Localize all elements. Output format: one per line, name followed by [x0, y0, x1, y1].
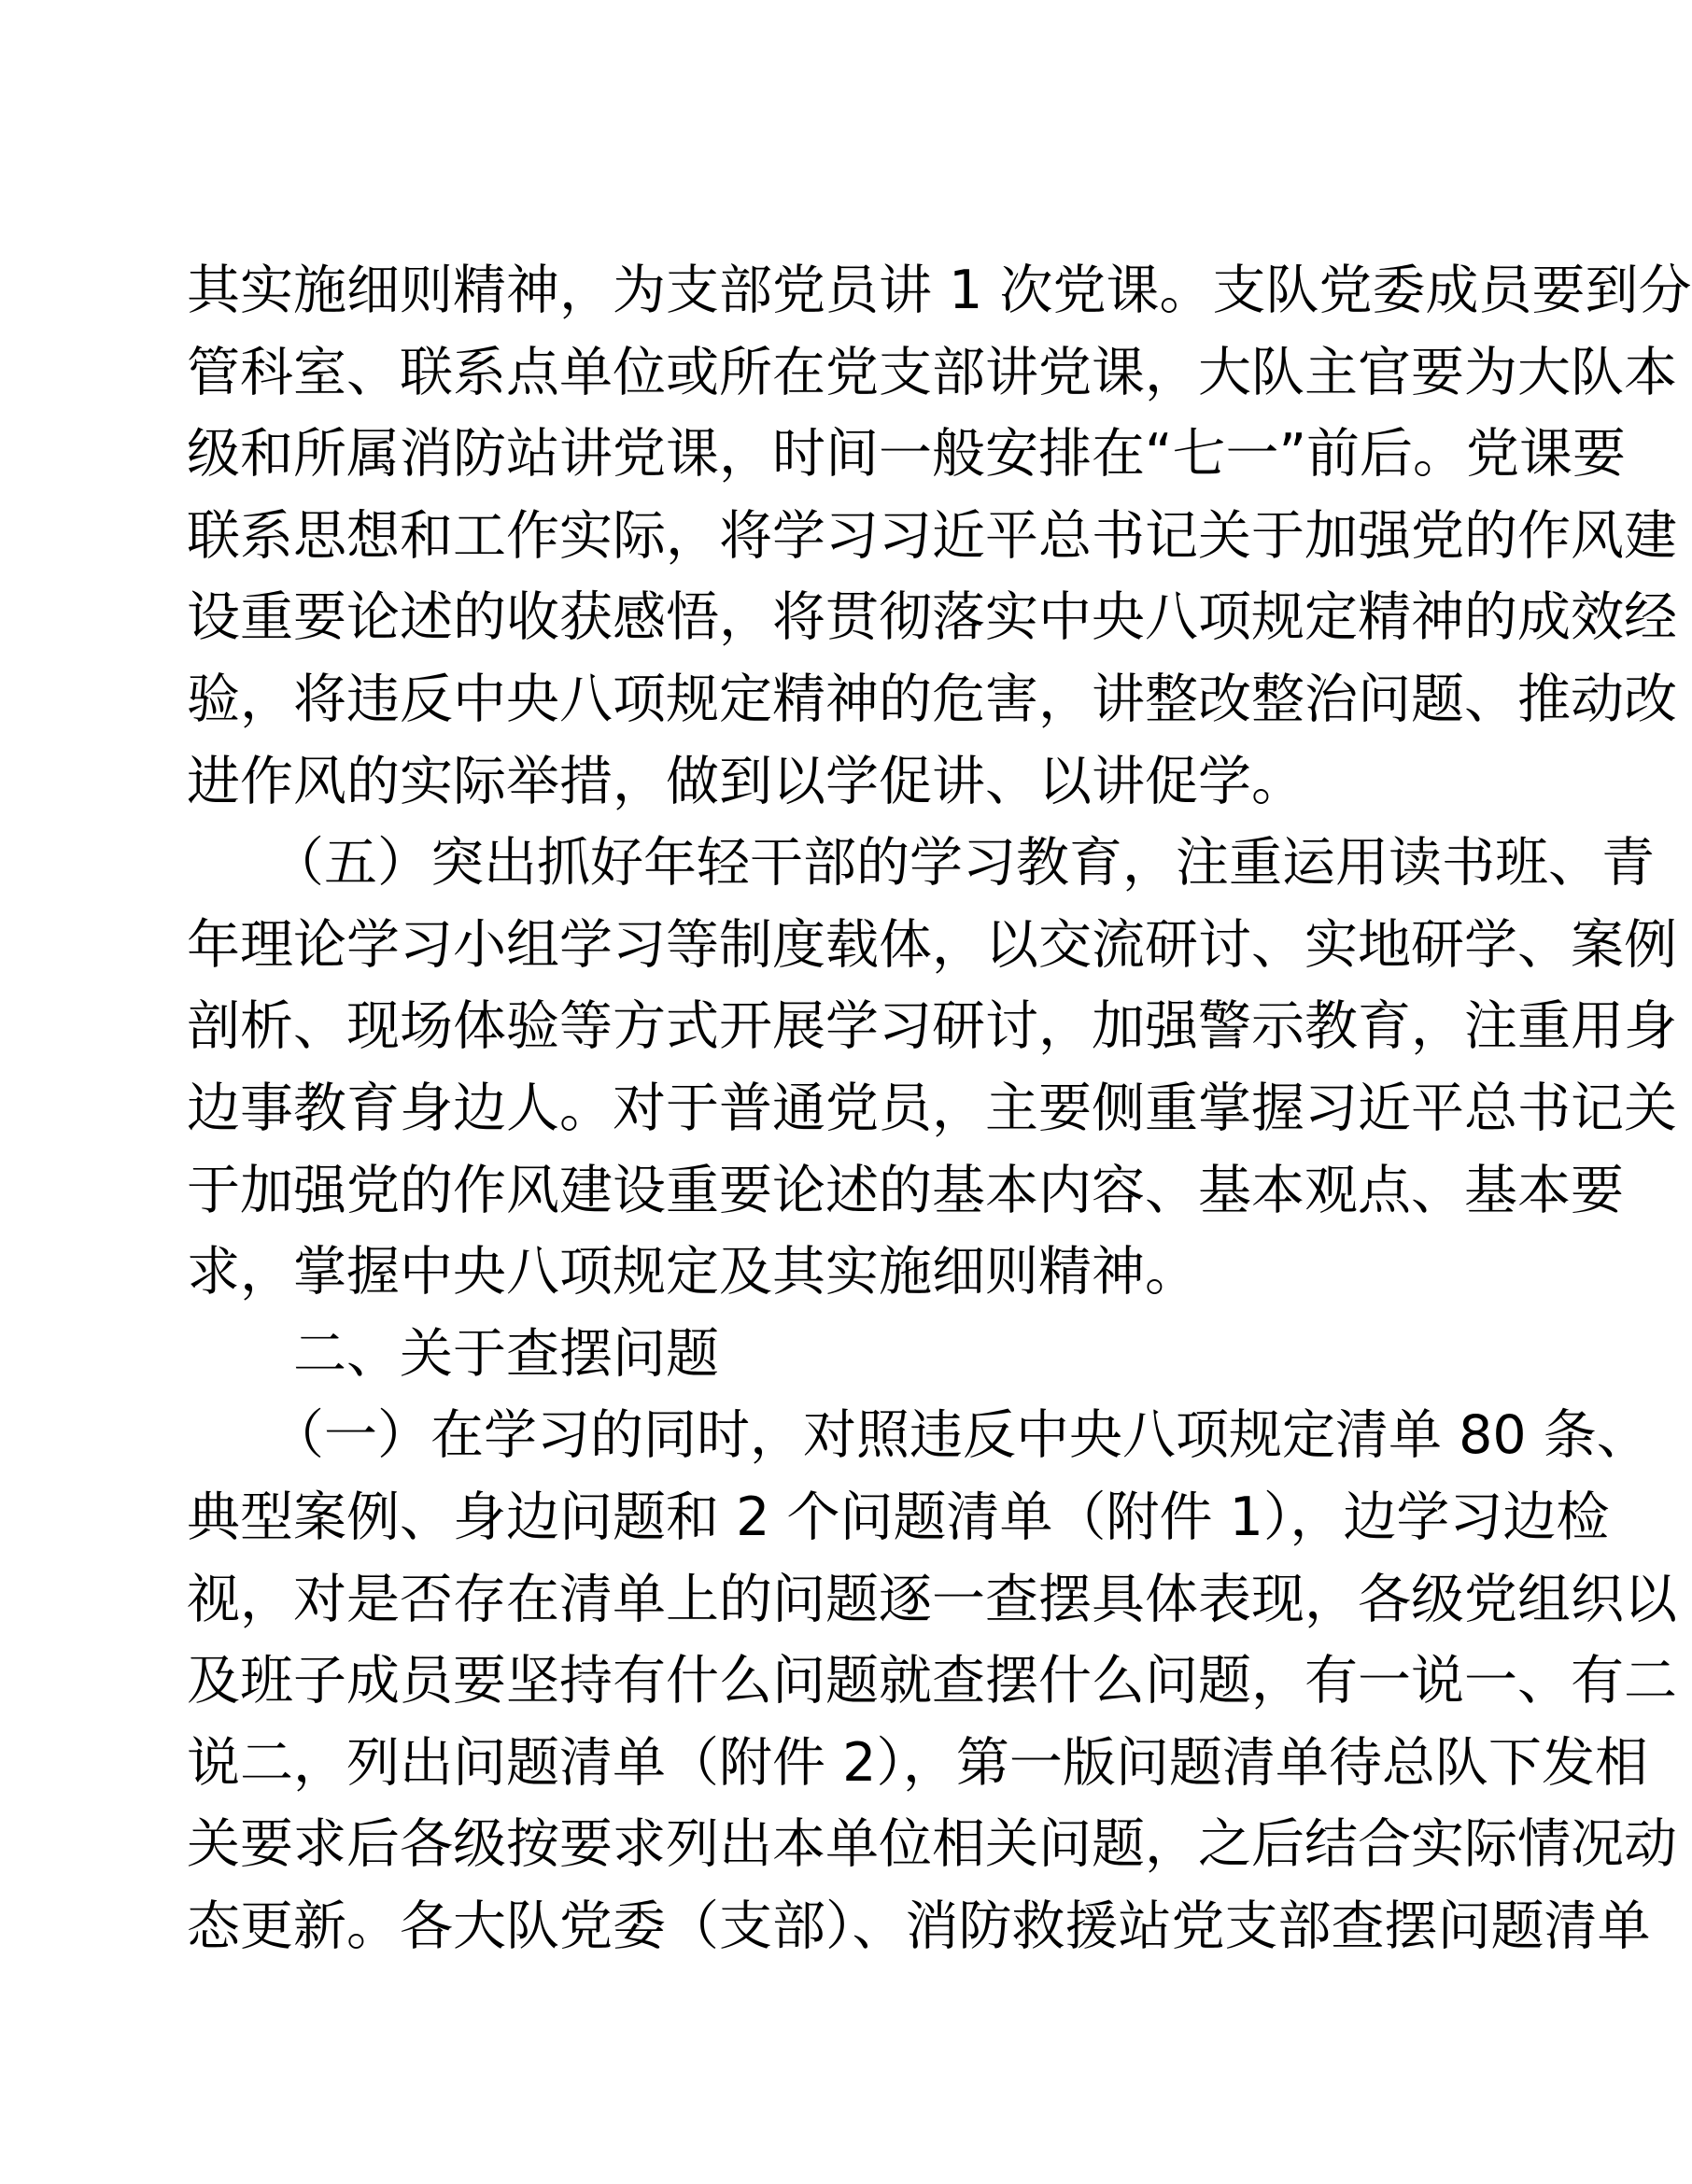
text-line: 联系思想和工作实际，将学习习近平总书记关于加强党的作风建 [187, 504, 1677, 567]
text-line: 其实施细则精神，为支部党员讲 1 次党课。支队党委成员要到分 [187, 260, 1692, 321]
text-line: 态更新。各大队党委（支部）、消防救援站党支部查摆问题清单 [187, 1895, 1651, 1957]
text-line: 验，将违反中央八项规定精神的危害，讲整改整治问题、推动改 [187, 668, 1677, 730]
heading-text: 二、关于查摆问题 [293, 1322, 719, 1385]
text-line: 于加强党的作风建设重要论述的基本内容、基本观点、基本要 [187, 1159, 1624, 1221]
text-line: 剖析、现场体验等方式开展学习研讨，加强警示教育，注重用身 [187, 995, 1677, 1058]
text-line: 进作风的实际举措，做到以学促讲、以讲促学。 [187, 750, 1304, 812]
text-line: 及班子成员要坚持有什么问题就查摆什么问题，有一说一、有二 [187, 1650, 1677, 1712]
text-line: 设重要论述的收获感悟，将贯彻落实中央八项规定精神的成效经 [187, 586, 1677, 649]
document-body [187, 250, 1692, 1967]
paragraph-party-lecture [187, 250, 1692, 823]
text-line: 管科室、联系点单位或所在党支部讲党课，大队主官要为大队本 [187, 341, 1677, 403]
section-heading [187, 1314, 1367, 1396]
text-line: 求，掌握中央八项规定及其实施细则精神。 [187, 1241, 1198, 1303]
text-line: （五）突出抓好年轻干部的学习教育，注重运用读书班、青 [271, 832, 1655, 895]
text-line: 典型案例、身边问题和 2 个问题清单（附件 1），边学习边检 [187, 1486, 1610, 1548]
text-line: 级和所属消防站讲党课，时间一般安排在“七一”前后。党课要 [187, 423, 1627, 486]
text-line: 边事教育身边人。对于普通党员，主要侧重掌握习近平总书记关 [187, 1077, 1677, 1139]
text-line: 关要求后各级按要求列出本单位相关问题，之后结合实际情况动 [187, 1813, 1677, 1876]
text-line: 说二，列出问题清单（附件 2），第一版问题清单待总队下发相 [187, 1731, 1648, 1794]
paragraph-young-cadres [187, 823, 1677, 1314]
text-line: （一）在学习的同时，对照违反中央八项规定清单 80 条、 [271, 1404, 1650, 1467]
text-line: 年理论学习小组学习等制度载体，以交流研讨、实地研学、案例 [187, 913, 1677, 976]
text-line: 视，对是否存在清单上的问题逐一查摆具体表现，各级党组织以 [187, 1568, 1677, 1630]
paragraph-problem-check [187, 1395, 1677, 1967]
